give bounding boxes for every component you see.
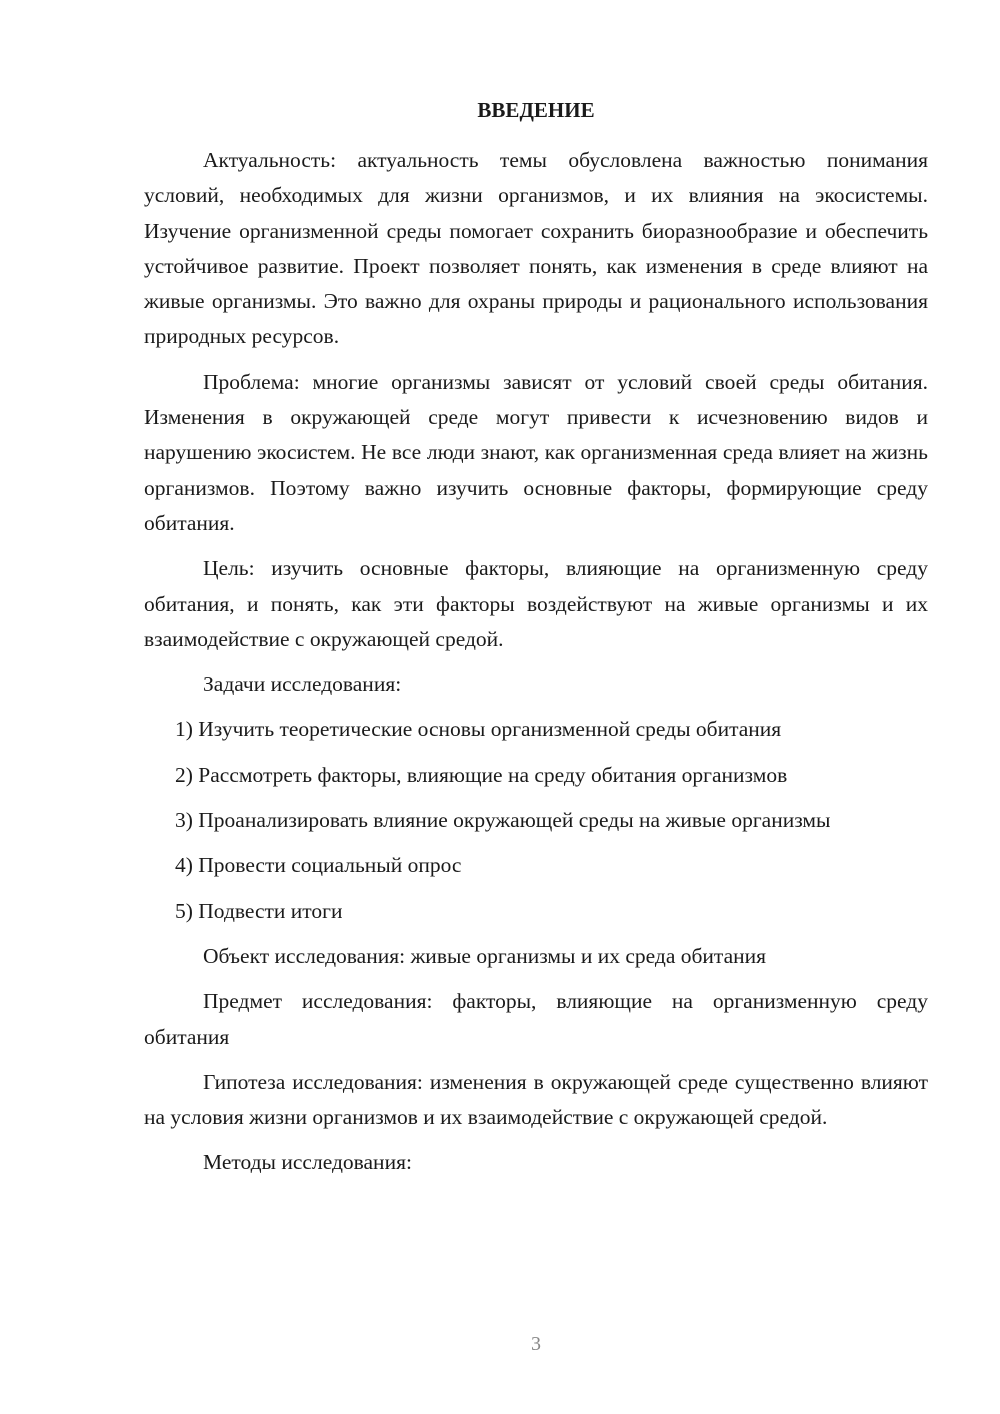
- subject-paragraph: Предмет исследования: факторы, влияющие на организменную среду обитания: [144, 989, 928, 1049]
- hypothesis-paragraph: Гипотеза исследования: изменения в окружающей среде существенно влияют на условия жизни организмов и их взаимодействие с окружающей средой.: [144, 1069, 928, 1130]
- page-number: 3: [531, 1333, 541, 1355]
- page-title: ВВЕДЕНИЕ: [477, 98, 595, 122]
- goal-paragraph: Цель: изучить основные факторы, влияющие на организменную среду обитания, и понять, как эти факторы воздействуют на живые организмы и их взаимодействие с окружающей средой.: [144, 556, 928, 651]
- task-item: 4) Провести социальный опрос: [175, 853, 462, 878]
- object-paragraph: Объект исследования: живые организмы и их среда обитания: [203, 943, 767, 968]
- task-item: 2) Рассмотреть факторы, влияющие на среду обитания организмов: [175, 762, 788, 787]
- task-item: 5) Подвести итоги: [175, 898, 343, 923]
- tasks-heading: Задачи исследования:: [203, 672, 402, 697]
- task-item: 3) Проанализировать влияние окружающей среды на живые организмы: [175, 808, 831, 833]
- task-item: 1) Изучить теоретические основы организменной среды обитания: [175, 717, 782, 742]
- methods-heading: Методы исследования:: [203, 1150, 412, 1175]
- page-content: [144, 143, 928, 1191]
- relevance-paragraph: Актуальность: актуальность темы обусловлена важностью понимания условий, необходимых для жизни организмов, и их влияния на экосистемы. Изучение организменной среды помогает сохранить биоразнообразие и обеспечить устойчивое развитие. Проект позволяет понять, как изменения в среде влияют на живые организмы. Это важно для охраны природы и рационального использования природных ресурсов.: [144, 148, 928, 349]
- problem-paragraph: Проблема: многие организмы зависят от условий своей среды обитания. Изменения в окружающей среде могут привести к исчезновению видов и нарушению экосистем. Не все люди знают, как организменная среда влияет на жизнь организмов. Поэтому важно изучить основные факторы, формирующие среду обитания.: [144, 369, 928, 535]
